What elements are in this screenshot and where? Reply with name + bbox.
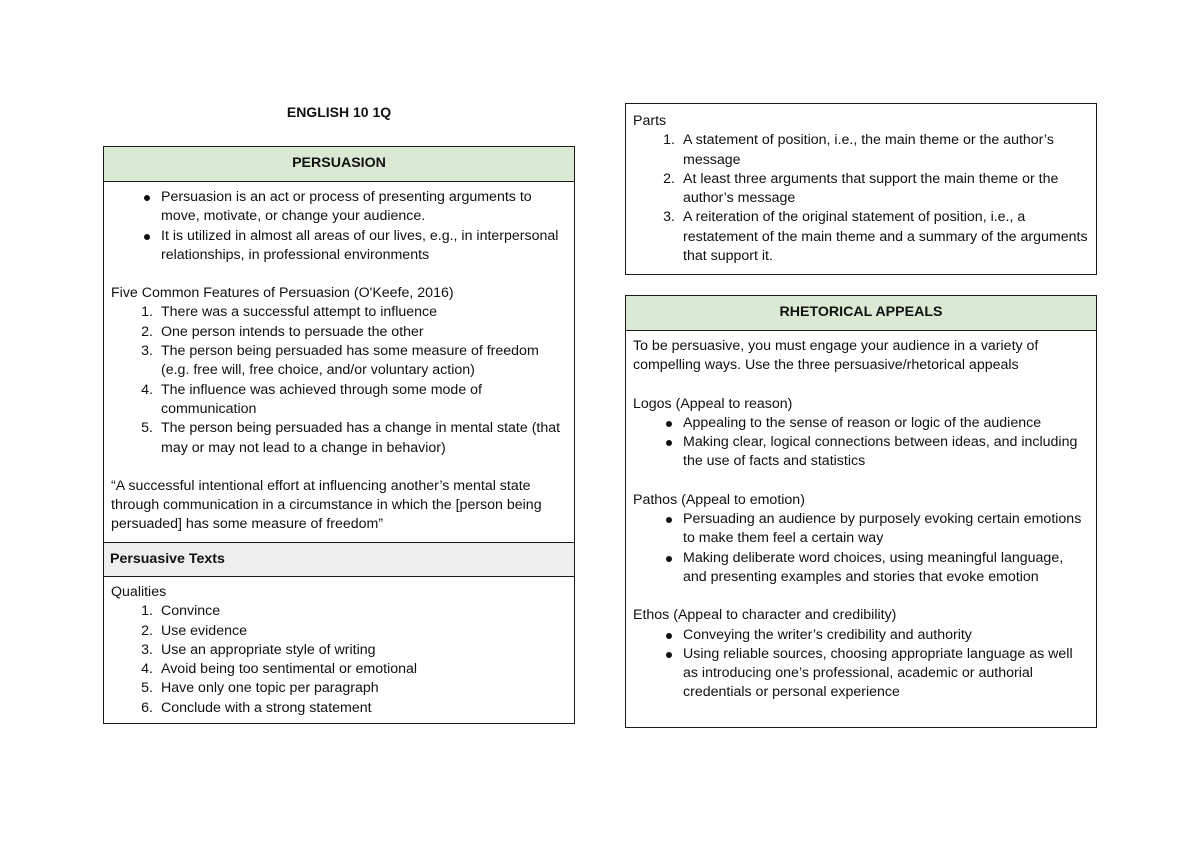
ethos-heading: Ethos (Appeal to character and credibility) bbox=[633, 607, 897, 624]
pathos-heading: Pathos (Appeal to emotion) bbox=[633, 491, 805, 508]
list-item: Making clear, logical connections between ideas, and including the use of facts and statistics bbox=[633, 433, 1088, 472]
list-item: 4. The influence was achieved through some mode of communication bbox=[141, 381, 482, 417]
list-item: 3. The person being persuaded has some measure of freedom (e.g. free will, free choice, and/or voluntary action) bbox=[141, 343, 539, 379]
persuasion-card bbox=[103, 146, 575, 724]
features-list bbox=[111, 303, 566, 457]
pathos-list bbox=[633, 510, 1088, 587]
list-item: 3. Use an appropriate style of writing bbox=[141, 641, 376, 658]
list-item: Persuading an audience by purposely evoking certain emotions to make them feel a certain way bbox=[633, 510, 1088, 549]
persuasive-texts-body bbox=[104, 577, 575, 724]
list-item: 4. Avoid being too sentimental or emotional bbox=[141, 661, 418, 678]
list-item: 2. Use evidence bbox=[141, 622, 247, 639]
list-item: Persuasion is an act or process of presenting arguments to move, motivate, or change your audience. bbox=[111, 188, 566, 227]
list-item: 5. Have only one topic per paragraph bbox=[141, 680, 379, 697]
persuasion-header: PERSUASION bbox=[104, 147, 575, 182]
list-item: Making deliberate word choices, using meaningful language, and presenting examples and stories that evoke emotion bbox=[633, 549, 1088, 588]
list-item: 2. One person intends to persuade the other bbox=[141, 323, 424, 340]
list-item: Using reliable sources, choosing appropriate language as well as introducing one’s professional, academic or authorial credentials or personal experience bbox=[633, 645, 1088, 703]
list-item: 1. A statement of position, i.e., the main theme or the author’s message bbox=[663, 132, 1054, 168]
list-item: Appealing to the sense of reason or logic of the audience bbox=[633, 414, 1088, 433]
rhetorical-appeals-header: RHETORICAL APPEALS bbox=[626, 296, 1097, 331]
page-title: ENGLISH 10 1Q bbox=[286, 104, 392, 120]
logos-heading: Logos (Appeal to reason) bbox=[633, 395, 793, 412]
logos-list bbox=[633, 414, 1088, 472]
rhetorical-appeals-body bbox=[626, 331, 1097, 728]
ethos-list bbox=[633, 626, 1088, 703]
qualities-heading: Qualities bbox=[111, 584, 167, 600]
qualities-list bbox=[111, 602, 566, 718]
persuasive-texts-header: Persuasive Texts bbox=[104, 543, 575, 577]
persuasion-bullet-list bbox=[111, 188, 566, 265]
parts-card bbox=[625, 103, 1097, 275]
list-item: 1. Convince bbox=[141, 603, 221, 620]
rhetorical-appeals-card bbox=[625, 295, 1097, 728]
list-item: 3. A reiteration of the original statement of position, i.e., a restatement of the main theme and a summary of the arguments that support it. bbox=[663, 209, 1088, 265]
list-item: 2. At least three arguments that support the main theme or the author’s message bbox=[663, 170, 1059, 207]
list-item: It is utilized in almost all areas of our lives, e.g., in interpersonal relationships, in professional environments bbox=[111, 227, 566, 266]
parts-heading: Parts bbox=[633, 113, 667, 129]
parts-body bbox=[626, 104, 1097, 275]
features-heading: Five Common Features of Persuasion (O'Keefe, 2016) bbox=[111, 285, 454, 302]
persuasion-body bbox=[104, 182, 575, 543]
list-item: Conveying the writer’s credibility and authority bbox=[633, 626, 1088, 645]
parts-list bbox=[633, 131, 1088, 266]
persuasion-quote: “A successful intentional effort at influencing another’s mental state through communication in a circumstance in which the [person being persuaded] has some measure of freedom” bbox=[111, 477, 542, 533]
list-item: 5. The person being persuaded has a change in mental state (that may or may not lead to a change in behavior) bbox=[141, 420, 561, 456]
list-item: 6. Conclude with a strong statement bbox=[141, 699, 372, 716]
list-item: 1. There was a successful attempt to influence bbox=[141, 304, 438, 321]
rhetorical-intro: To be persuasive, you must engage your audience in a variety of compelling ways. Use the three persuasive/rhetorical appeals bbox=[633, 338, 1039, 374]
